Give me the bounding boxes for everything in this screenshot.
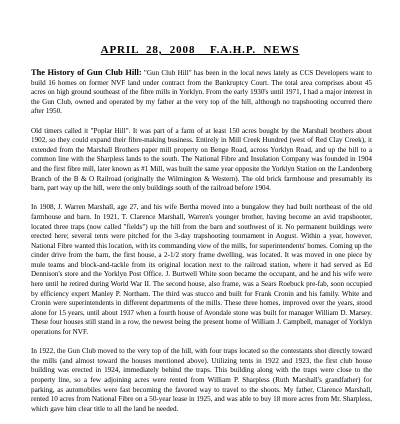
article-paragraph: In 1922, the Gun Club moved to the very top of the hill, with four traps located so the contestants shot directly toward the mills (and almost toward the houses mentioned above). Utilizing tents in 1922 and 1923, the first club house building was erected in 1924, immediately behind the traps. This building along with the traps were close to the property line, so a few adjoining acres were rented from William P. Sharpless (Ruth Marshall's grandfather) for parking, as automobiles were fast becoming the favored way to travel to the shoots. My father, Clarence Marshall, rented 10 acres from National Fibre on a 50-year lease in 1925, and was able to buy 18 more acres from Mr. Sharpless, which gave him clear title to all the land he needed. (31, 347, 372, 413)
newsletter-headline: APRIL 28, 2008 F.A.H.P. NEWS (100, 44, 300, 56)
article-paragraph: In 1908, J. Warren Marshall, age 27, and his wife Bertha moved into a bungalow they had built northeast of the old farmhouse and barn. In 1921, T. Clarence Marshall, Warren's younger brother, having become an avid trapshooter, located three traps (now called "fields") up the hill from the barn and southwest of it. No permanent buildings were erected here; several tents were pitched for the 3-day trapshooting tournament in August. Within a year, however, National Fibre wanted this location, with its commanding view of the mills, for superintendents' homes. Coming up the cinder drive from the barn, the first house, a 2-1/2 story frame dwelling, was located. It was moved in one piece by mule teams and block-and-tackle from its original location next to the railroad station, where it had served as Ed Dennison's store and the Yorklyn Post Office. J. Burtwell White soon became the occupant, and he and his wife were here until he retired during World War II. The second house, also frame, was a Sears Roebuck pre-fab, soon occupied by efficiency expert Manley P. Northam. The third was stucco and built for Frank Cronin and his family. White and Cronin were superintendents in different departments of the mills. These three homes, improved over the years, stood alone for 15 years, until about 1937 when a fourth house of Avondale stone was built for manager William D. Marsey. These four houses still stand in a row, the newest being the present home of William J. Campbell, manager of Yorklyn operations for NVF. (31, 203, 372, 337)
article-paragraph (31, 68, 372, 117)
article-heading: The History of Gun Club Hill: (31, 68, 142, 77)
article-paragraph-text: "Gun Club Hill" has been in the local news lately as CCS Developers want to build 16 homes on former NVF land under contract from the Bankruptcy Court. The total area comprises about 45 acres on high ground southeast of the fibre mills in Yorklyn. From the early 1930's until 1971, I had a major interest in the Gun Club, owned and operated by my father at the very top of the hill, although no trapshooting occurred there after 1950. (31, 69, 372, 116)
article-body (31, 68, 372, 424)
article-paragraph: Old timers called it "Poplar Hill". It was part of a farm of at least 150 acres bought by the Marshall brothers about 1902, so they could expand their fibre-making business. Entirely in Mill Creek Hundred (west of Red Clay Creek), it extended from the Marshall Brothers paper mill property on Benge Road, across Yorklyn Road, and up the hill to a common line with the Sharpless lands to the south. The National Fibre and Insulation Company was founded in 1904 and the first fibre mill, later known as #1 Mill, was built the same year opposite the Yorklyn Station on the Landenberg Branch of the B & O Railroad (originally the Wilmington & Western). The old brick farmhouse and presumably its barn, part way up the hill, were the only buildings south of the railroad before 1904. (31, 126, 372, 193)
